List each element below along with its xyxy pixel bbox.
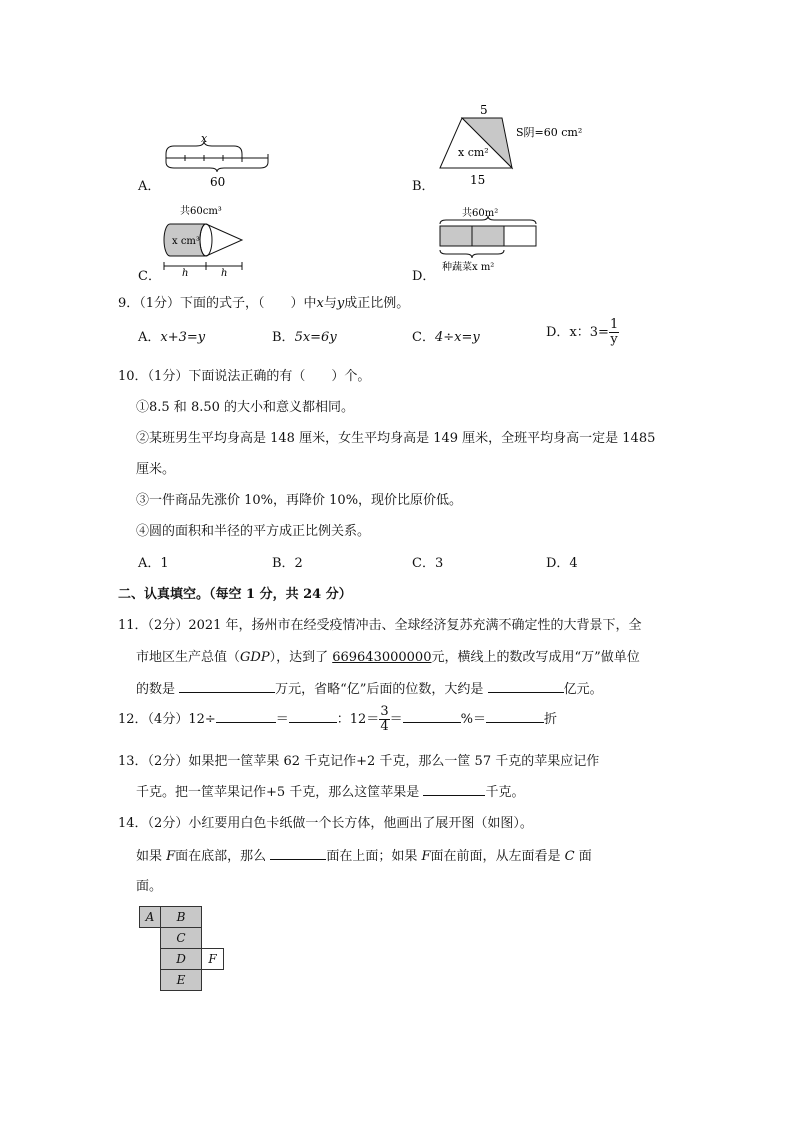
option-a-top-label: x <box>201 132 208 145</box>
net-face-d: D <box>160 948 202 970</box>
q10-statement-2b: 厘米。 <box>136 462 176 477</box>
net-face-f: F <box>201 948 224 970</box>
q14-line-1: 14．（2分）小红要用白色卡纸做一个长方体，他画出了展开图（如图）。 <box>118 816 533 831</box>
option-b-inner-label: x cm² <box>458 146 489 159</box>
q12-blank-1[interactable] <box>216 709 276 723</box>
q12-blank-3[interactable] <box>403 709 461 723</box>
option-d-total-label: 共60m² <box>462 208 499 219</box>
q10-statement-1: ①8.5 和 8.50 的大小和意义都相同。 <box>136 400 355 415</box>
q11-blank-1[interactable] <box>179 679 275 693</box>
option-c-figure <box>158 202 270 278</box>
q10-statement-3: ③一件商品先涨价 10%，再降价 10%，现价比原价低。 <box>136 493 463 508</box>
q12-line: 12．（4分）12÷ ＝ ：12＝ $\frac{3}{4}$ ＝ %＝ 折 <box>118 704 557 734</box>
q11-blank-2[interactable] <box>488 679 564 693</box>
plot-1 <box>440 226 472 246</box>
q10-option-d: D．4 <box>546 556 578 571</box>
q9-option-d: D．x：3= $\frac{1}{y}$ <box>546 317 619 347</box>
cone <box>206 224 242 256</box>
q14-line-2: 如果 F面在底部，那么 面在上面；如果 F面在前面，从左面看是 C 面 <box>136 845 592 864</box>
option-c-inner-label: x cm³ <box>172 236 200 247</box>
plot-3 <box>504 226 536 246</box>
q10-option-b: B．2 <box>272 556 303 571</box>
q11-underlined-number: 669643000000 <box>332 650 432 665</box>
section-2-title: 二、认真填空。（每空 1 分，共 24 分） <box>118 587 352 602</box>
option-c-h1: h <box>182 268 189 278</box>
option-c-total-label: 共60cm³ <box>180 206 222 217</box>
q13-line-1: 13．（2分）如果把一筐苹果 62 千克记作+2 千克，那么一筐 57 千克的苹果应记作 <box>118 754 600 769</box>
q10-statement-4: ④圆的面积和半径的平方成正比例关系。 <box>136 524 371 539</box>
option-c-h2: h <box>221 268 228 278</box>
option-a-bottom-label: 60 <box>210 175 226 189</box>
q10-stem: 10．（1分）下面说法正确的有（ ）个。 <box>118 369 371 384</box>
q9-option-c: C．4÷x=y <box>412 330 480 345</box>
net-face-a: A <box>139 906 161 928</box>
net-face-b: B <box>160 906 202 928</box>
brace-bottom <box>166 162 268 172</box>
q10-option-a: A．1 <box>138 556 169 571</box>
option-d-bottom-label: 种蔬菜x m² <box>442 262 495 273</box>
option-b-bottom-label: 15 <box>470 173 486 187</box>
net-face-e: E <box>160 969 202 991</box>
q11-line-3: 的数是 万元，省略“亿”后面的位数，大约是 亿元。 <box>136 678 603 697</box>
q14-blank[interactable] <box>270 846 326 860</box>
q9-option-b: B．5x=6y <box>272 330 337 345</box>
option-b-label: B． <box>412 179 435 194</box>
option-a-figure <box>160 128 280 192</box>
q12-blank-4[interactable] <box>486 709 544 723</box>
q11-line-2: 市地区生产总值（GDP），达到了 669643000000元，横线上的数改写成用“万”做单位 <box>136 650 640 665</box>
q11-line-1: 11．（2分）2021 年，扬州市在经受疫情冲击、全球经济复苏充满不确定性的大背景下，全 <box>118 618 642 633</box>
net-face-c: C <box>160 927 202 949</box>
q13-line-2: 千克。把一筐苹果记作+5 千克，那么这筐苹果是 千克。 <box>136 781 524 800</box>
brace-top <box>166 141 242 154</box>
q10-option-c: C．3 <box>412 556 444 571</box>
option-d-label: D． <box>412 269 436 284</box>
option-b-shaded-label: S阴=60 cm² <box>516 126 583 139</box>
option-d-figure <box>436 204 546 276</box>
q14-line-3: 面。 <box>136 879 163 894</box>
option-b-top-label: 5 <box>480 103 488 117</box>
q12-blank-2[interactable] <box>289 709 337 723</box>
q10-statement-2a: ②某班男生平均身高是 148 厘米，女生平均身高是 149 厘米，全班平均身高一定是 1485 <box>136 431 656 446</box>
q13-blank[interactable] <box>423 782 485 796</box>
q9-stem: 9．（1分）下面的式子，（ ）中x与y成正比例。 <box>118 296 410 311</box>
option-c-label: C． <box>138 269 161 284</box>
q9-option-a: A．x+3=y <box>138 330 206 345</box>
option-b-figure <box>434 100 584 190</box>
option-a-label: A． <box>138 179 161 194</box>
plot-2 <box>472 226 504 246</box>
